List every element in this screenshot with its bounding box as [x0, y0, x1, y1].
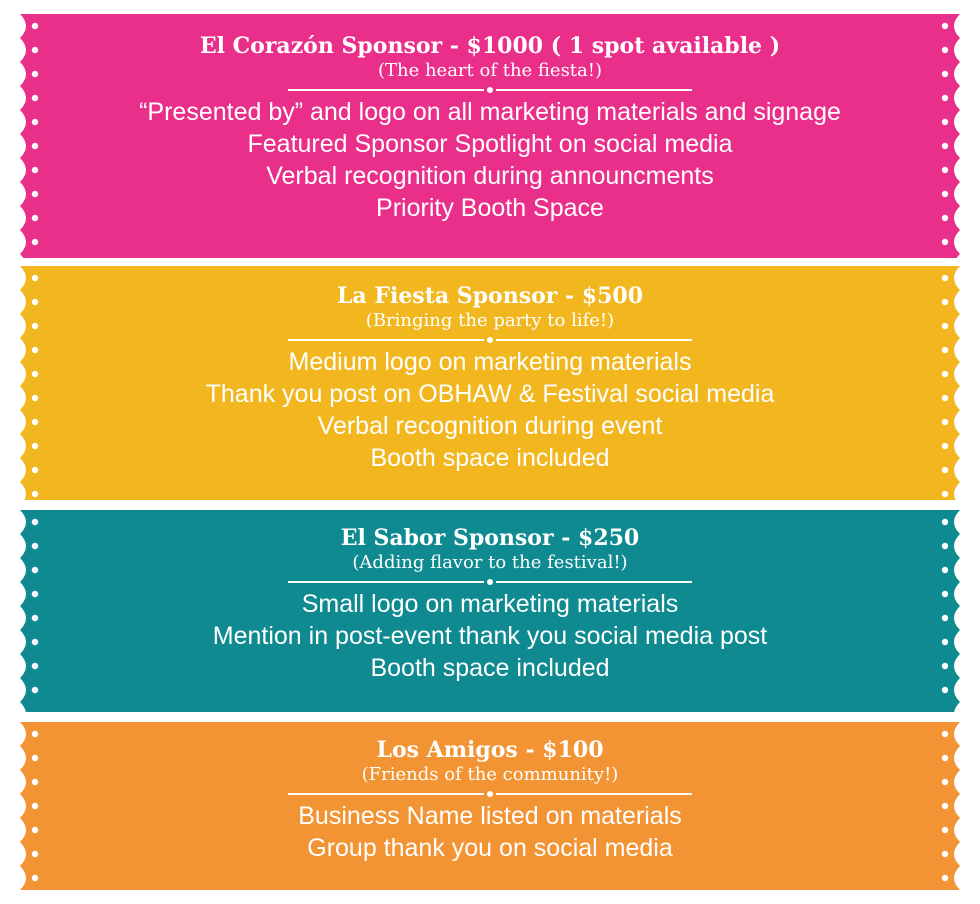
sponsor-tier-fiesta: [20, 266, 960, 500]
benefit-item: Verbal recognition during event: [317, 412, 663, 440]
benefit-item: Verbal recognition during announcments: [266, 162, 714, 190]
papel-picado-edge-right: [938, 14, 960, 258]
papel-picado-edge-left: [20, 510, 42, 712]
ornament-divider: [20, 84, 960, 96]
papel-picado-edge-left: [20, 14, 42, 258]
tier-subtitle: (Bringing the party to life!): [365, 310, 615, 331]
sponsor-tier-amigos: [20, 722, 960, 890]
ornament-divider: [20, 788, 960, 800]
sponsor-tier-corazon: [20, 14, 960, 258]
benefit-item: Business Name listed on materials: [298, 802, 682, 830]
tier-subtitle: (Friends of the community!): [361, 764, 619, 785]
papel-picado-edge-right: [938, 510, 960, 712]
benefit-item: Booth space included: [370, 654, 610, 682]
benefit-item: Featured Sponsor Spotlight on social media: [247, 130, 733, 158]
papel-picado-edge-left: [20, 722, 42, 890]
benefit-item: Thank you post on OBHAW & Festival social media: [205, 380, 775, 408]
tier-title: El Corazón Sponsor - $1000 ( 1 spot available ): [199, 33, 781, 59]
tier-subtitle: (Adding flavor to the festival!): [352, 552, 628, 573]
ornament-divider: [20, 334, 960, 346]
benefit-item: Small logo on marketing materials: [301, 590, 679, 618]
tier-subtitle: (The heart of the fiesta!): [377, 60, 603, 81]
papel-picado-edge-right: [938, 722, 960, 890]
sponsor-tier-sabor: [20, 510, 960, 712]
tier-title: La Fiesta Sponsor - $500: [336, 283, 644, 309]
benefit-item: “Presented by” and logo on all marketing materials and signage: [139, 98, 841, 126]
benefit-item: Medium logo on marketing materials: [288, 348, 692, 376]
benefit-item: Priority Booth Space: [376, 194, 604, 222]
benefit-item: Booth space included: [370, 444, 610, 472]
benefit-item: Group thank you on social media: [307, 834, 673, 862]
benefit-item: Mention in post-event thank you social media post: [212, 622, 768, 650]
papel-picado-edge-right: [938, 266, 960, 500]
tier-title: Los Amigos - $100: [376, 737, 604, 763]
papel-picado-edge-left: [20, 266, 42, 500]
tier-title: El Sabor Sponsor - $250: [340, 525, 640, 551]
ornament-divider: [20, 576, 960, 588]
